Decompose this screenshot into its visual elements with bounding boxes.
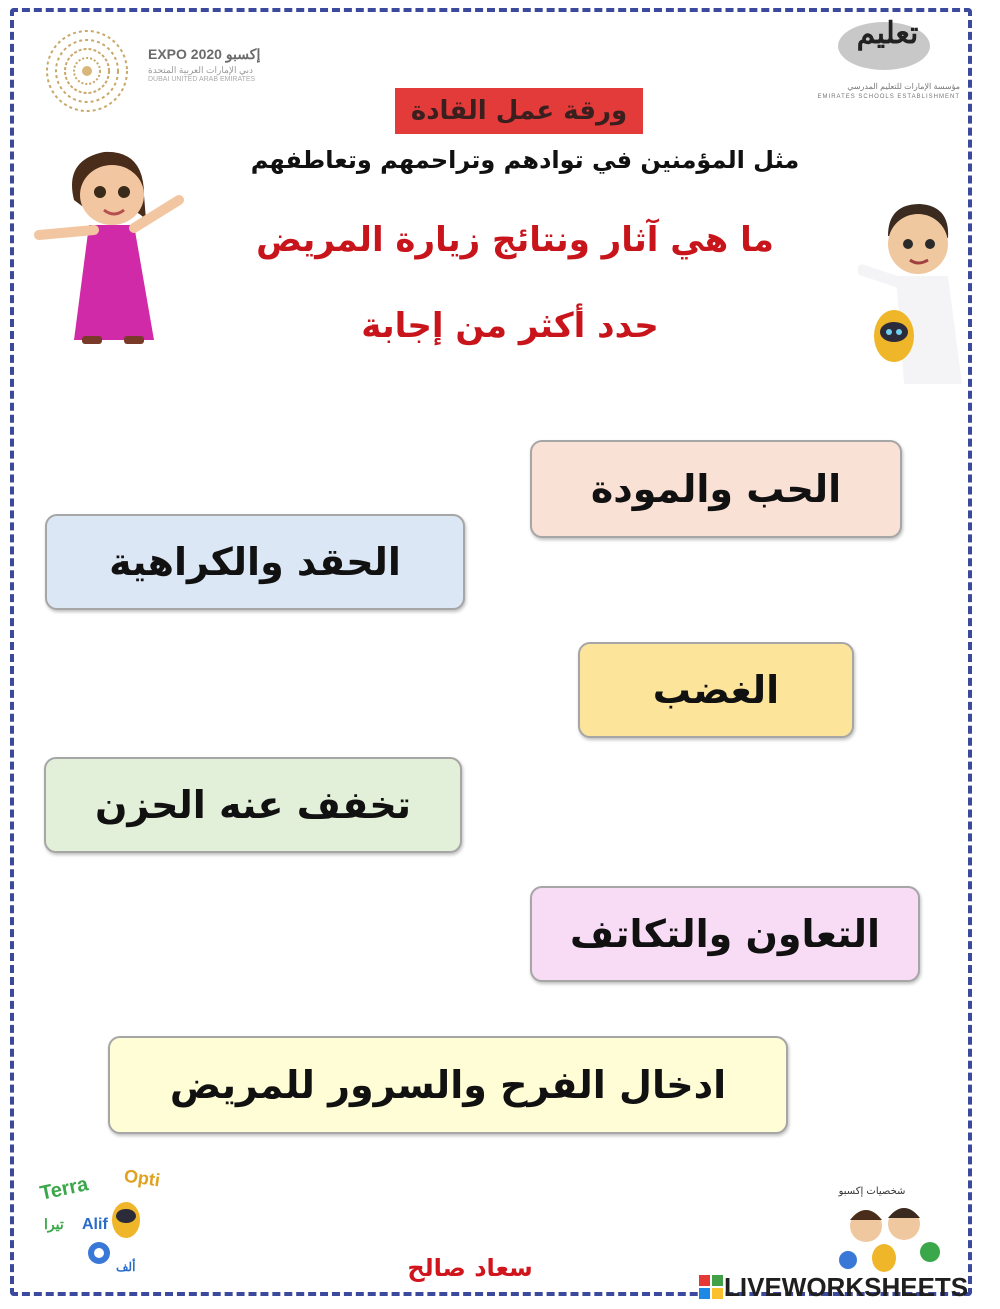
mascot-opti-label: Opti [122,1165,162,1191]
taaleem-logo-word: تعليم [856,16,919,51]
question-text: ما هي آثار ونتائج زيارة المريض [256,220,774,260]
mascot-terra-label: Terra [38,1173,91,1205]
hadith-text: مثل المؤمنين في توادهم وتراحمهم وتعاطفهم [250,146,800,174]
mascots-logo [36,1166,186,1290]
mascot-terra-ar-label: تيرا [44,1216,64,1232]
liveworksheets-text: LIVEWORKSHEETS [724,1271,969,1302]
expo-sun-logo-icon [42,26,132,116]
expo-characters-label: شخصيات إكسبو [838,1186,906,1197]
liveworksheets-logo-icon [698,1274,724,1300]
option-anger[interactable] [578,642,854,738]
worksheet-title: ورقة عمل القادة [410,96,628,126]
option-cooperation[interactable] [530,886,920,982]
option-joy-label: ادخال الفرح والسرور للمريض [169,1063,727,1107]
option-anger-label: الغضب [652,668,780,712]
liveworksheets-brand[interactable] [698,1271,998,1303]
option-relieve-sadness-label: تخفف عنه الحزن [95,783,411,827]
expo-characters-illustration-icon [826,1180,956,1280]
expo-logo-text [148,46,318,83]
taaleem-sub-ar: مؤسسة الإمارات للتعليم المدرسي [847,82,960,91]
expo-subtitle-ar: دبي الإمارات العربية المتحدة [148,65,254,75]
mascot-alif-label: Alif [82,1216,108,1233]
option-love[interactable] [530,440,902,538]
option-hatred-label: الحقد والكراهية [109,540,401,584]
option-love-label: الحب والمودة [590,467,842,511]
girl-character-illustration [34,140,184,345]
mascot-alif-ar-label: ألف [116,1260,136,1274]
option-relieve-sadness[interactable] [44,757,462,853]
option-hatred[interactable] [45,514,465,610]
instruction-text: حدد أكثر من إجابة [361,306,659,346]
option-joy[interactable] [108,1036,788,1134]
alif-robot-icon [84,1238,114,1268]
expo-title: EXPO 2020 إكسبو [148,46,261,62]
option-cooperation-label: التعاون والتكاتف [569,912,881,956]
author-name: سعاد صالح [407,1254,533,1282]
opti-robot-icon [106,1194,146,1244]
expo-subtitle-en: DUBAI UNITED ARAB EMIRATES [148,76,256,83]
taaleem-logo-subtitle [805,82,960,102]
taaleem-sub-en: EMIRATES SCHOOLS ESTABLISHMENT [817,94,960,100]
boy-character-illustration [858,196,966,386]
